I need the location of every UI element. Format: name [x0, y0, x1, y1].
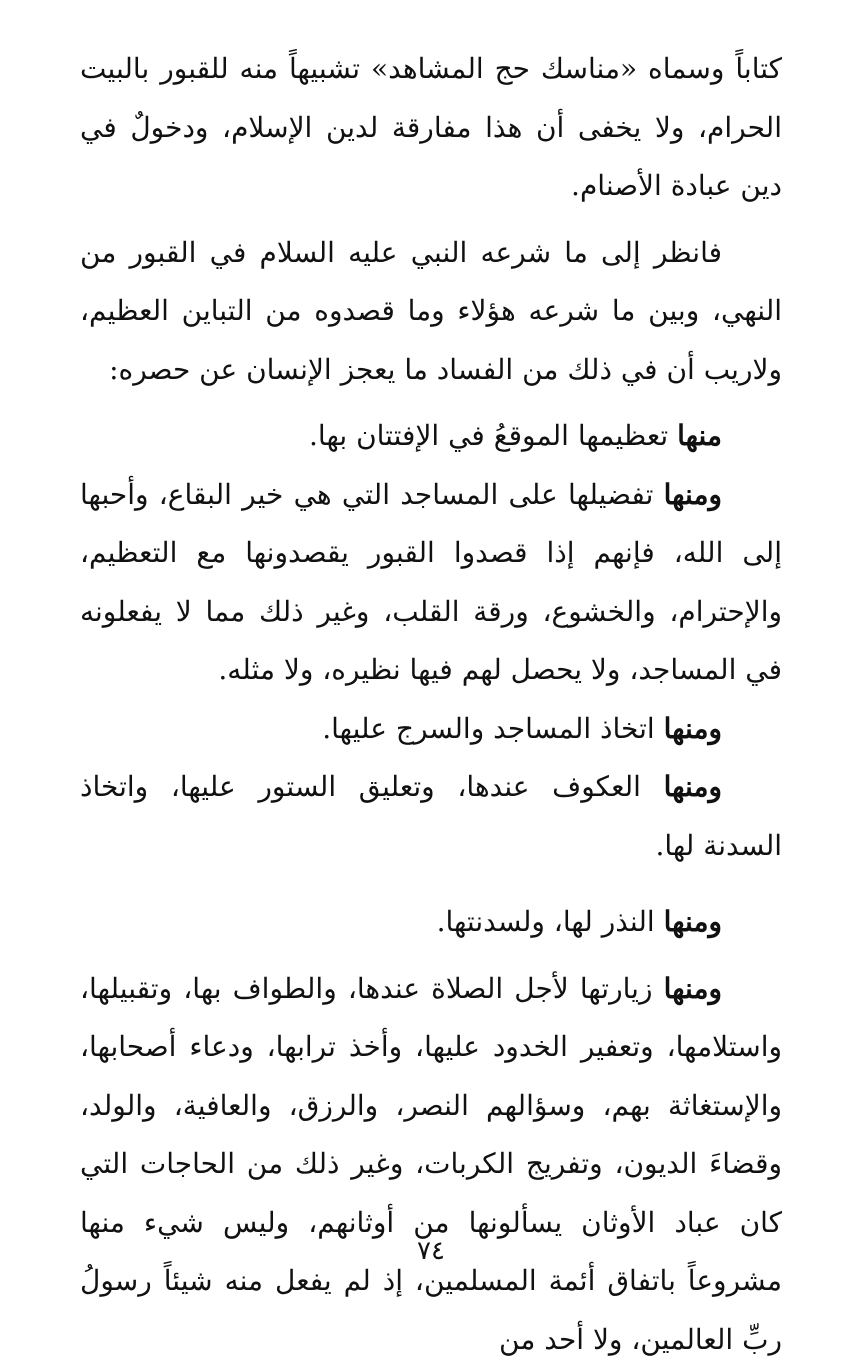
paragraph-1	[80, 40, 782, 216]
paragraph-3-lead: منها	[677, 419, 722, 452]
paragraph-4-lead: ومنها	[664, 478, 722, 511]
paragraph-3	[80, 407, 782, 466]
paragraph-2	[80, 224, 782, 400]
page-body	[80, 40, 782, 1369]
paragraph-4-text: تفضيلها على المساجد التي هي خير البقاع، وأحبها إلى الله، فإنهم إذا قصدوا القبور يقصدونها مع التعظيم، والإحترام، والخشوع، ورقة القلب، وغير ذلك مما لا يفعلونه في المساجد، ولا يحصل لهم فيها نظيره، ولا مثله.	[80, 478, 782, 687]
paragraph-5	[80, 700, 782, 759]
paragraph-5-text: اتخاذ المساجد والسرج عليها.	[322, 712, 663, 745]
paragraph-7	[80, 893, 782, 952]
paragraph-6	[80, 758, 782, 875]
paragraph-8	[80, 960, 782, 1369]
paragraph-7-text: النذر لها، ولسدنتها.	[437, 905, 664, 938]
paragraph-6-lead: ومنها	[664, 770, 722, 803]
paragraph-3-text: تعظيمها الموقعُ في الإفتتان بها.	[309, 419, 677, 452]
page-number: ٧٤	[0, 1236, 862, 1266]
paragraph-7-lead: ومنها	[664, 905, 722, 938]
paragraph-8-lead: ومنها	[664, 972, 722, 1005]
paragraph-6-text: العكوف عندها، وتعليق الستور عليها، واتخاذ السدنة لها.	[80, 770, 782, 862]
paragraph-4	[80, 466, 782, 700]
paragraph-8-text: زيارتها لأجل الصلاة عندها، والطواف بها، وتقبيلها، واستلامها، وتعفير الخدود عليها، وأخذ ترابها، ودعاء أصحابها، والإستغاثة بهم، وسؤالهم النصر، والرزق، والعافية، والولد، وقضاءَ الديون، وتفريج الكربات، وغير ذلك من الحاجات التي كان عباد الأوثان يسألونها من أوثانهم، وليس شيء منها مشروعاً باتفاق أئمة المسلمين، إذ لم يفعل منه شيئاً رسولُ ربِّ العالمين، ولا أحد من	[80, 972, 782, 1356]
paragraph-2-text: فانظر إلى ما شرعه النبي عليه السلام في القبور من النهي، وبين ما شرعه هؤلاء وما قصدوه من التباين العظيم، ولاريب أن في ذلك من الفساد ما يعجز الإنسان عن حصره:	[80, 236, 782, 386]
paragraph-1-text: كتاباً وسماه «مناسك حج المشاهد» تشبيهاً منه للقبور بالبيت الحرام، ولا يخفى أن هذا مفارقة لدين الإسلام، ودخولٌ في دين عبادة الأصنام.	[80, 52, 782, 202]
paragraph-5-lead: ومنها	[664, 712, 722, 745]
